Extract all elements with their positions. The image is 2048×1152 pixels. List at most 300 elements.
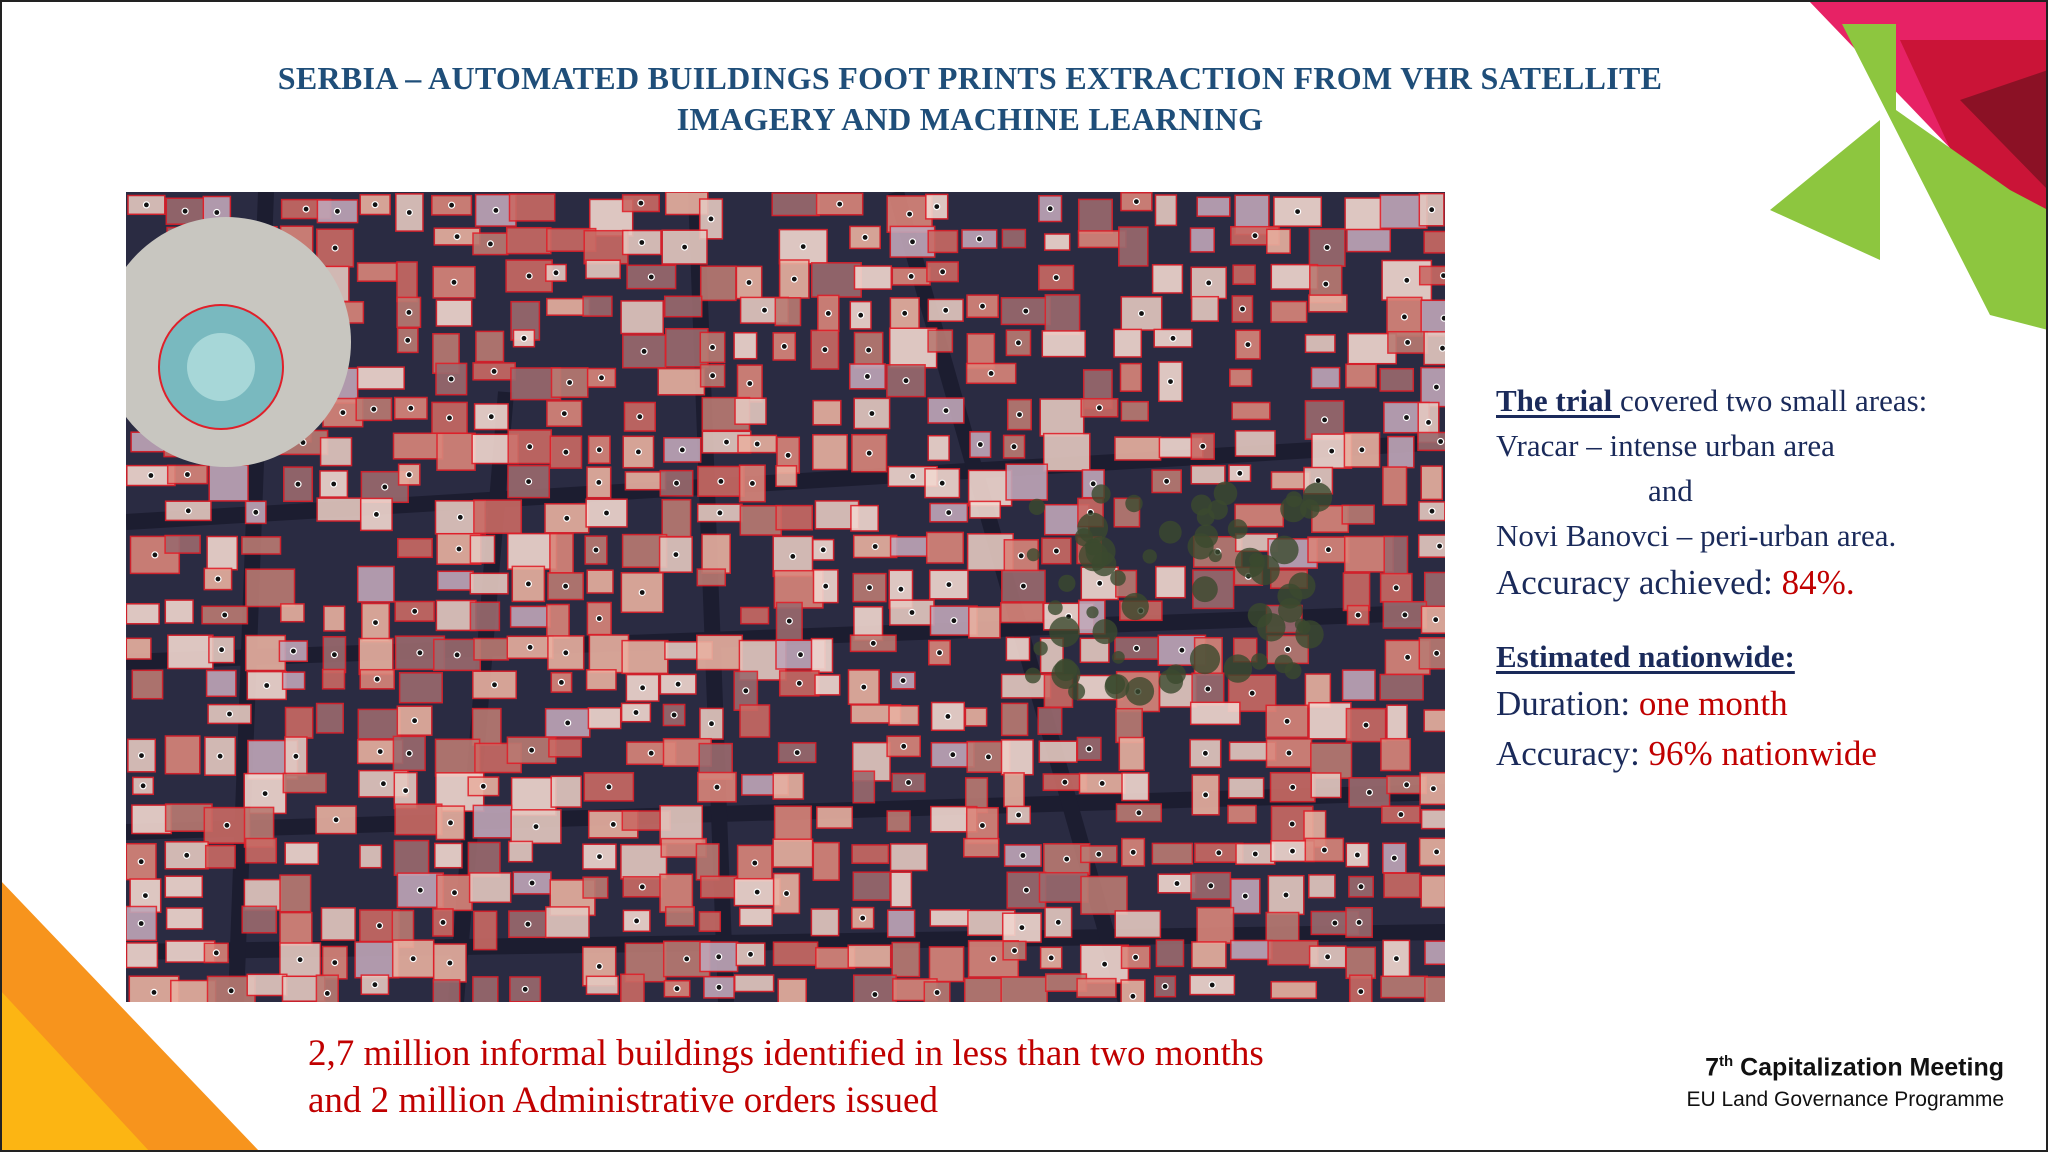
building-marker — [724, 439, 730, 445]
building-marker — [940, 269, 946, 275]
tree-canopy — [1122, 593, 1149, 620]
building-footprint — [964, 839, 999, 857]
tree-canopy — [1086, 537, 1116, 567]
building-marker — [262, 791, 268, 797]
building-footprint — [286, 708, 313, 739]
building-footprint — [1156, 940, 1183, 966]
building-marker — [1290, 784, 1296, 790]
building-footprint — [1424, 710, 1445, 731]
building-marker — [1426, 419, 1432, 425]
building-footprint — [1266, 913, 1299, 941]
and-word: and — [1648, 473, 1693, 508]
building-footprint — [246, 569, 295, 606]
building-footprint — [658, 369, 704, 395]
building-footprint — [285, 843, 318, 864]
building-footprint — [1343, 573, 1369, 610]
building-marker — [492, 682, 498, 688]
building-marker — [1242, 893, 1248, 899]
building-marker — [331, 481, 337, 487]
building-marker — [1130, 993, 1136, 999]
building-marker — [754, 441, 760, 447]
building-marker — [898, 586, 904, 592]
tree-canopy — [1209, 549, 1222, 562]
building-marker — [405, 337, 411, 343]
building-footprint — [888, 910, 915, 937]
tree-canopy — [1286, 491, 1302, 507]
building-marker — [1398, 812, 1404, 818]
building-footprint — [1191, 466, 1225, 484]
tree-canopy — [1289, 572, 1316, 599]
building-marker — [1216, 850, 1222, 856]
building-footprint — [473, 805, 511, 837]
building-marker — [214, 210, 220, 216]
tree-canopy — [1190, 644, 1220, 674]
building-footprint — [1228, 806, 1256, 823]
building-marker — [1018, 553, 1024, 559]
duration-value: one month — [1638, 684, 1788, 723]
building-footprint — [468, 843, 500, 877]
building-footprint — [1346, 947, 1375, 978]
building-footprint — [587, 670, 616, 690]
building-footprint — [1042, 331, 1085, 357]
building-footprint — [772, 193, 819, 215]
tree-canopy — [1251, 653, 1268, 670]
building-marker — [684, 956, 690, 962]
green-arrow-head-shape — [1770, 120, 1880, 260]
building-marker — [148, 473, 154, 479]
building-marker — [1405, 339, 1411, 345]
building-marker — [679, 447, 685, 453]
building-footprint — [625, 472, 665, 490]
building-marker — [406, 210, 412, 216]
building-marker — [1206, 280, 1212, 286]
building-marker — [1205, 686, 1211, 692]
building-marker — [1097, 580, 1103, 586]
building-marker — [1053, 548, 1059, 554]
building-marker — [593, 547, 599, 553]
building-marker — [717, 510, 723, 516]
building-marker — [452, 890, 458, 896]
building-footprint — [621, 974, 644, 1002]
building-marker — [1285, 647, 1291, 653]
building-footprint — [1342, 505, 1374, 524]
cathedral-dome-top — [187, 333, 255, 401]
building-footprint — [928, 436, 949, 461]
building-marker — [633, 710, 639, 716]
building-marker — [1064, 856, 1070, 862]
building-marker — [798, 652, 804, 658]
building-footprint — [812, 639, 833, 673]
building-footprint — [584, 231, 628, 264]
building-marker — [1237, 470, 1243, 476]
building-footprint — [662, 500, 690, 537]
estimated-heading: Estimated nationwide: — [1496, 639, 1795, 674]
building-marker — [487, 241, 493, 247]
building-footprint — [583, 296, 612, 316]
building-marker — [303, 206, 309, 212]
building-footprint — [892, 943, 919, 977]
building-footprint — [887, 811, 910, 831]
building-marker — [1404, 277, 1410, 283]
building-marker — [785, 452, 791, 458]
building-marker — [1012, 948, 1018, 954]
building-marker — [224, 822, 230, 828]
building-marker — [1023, 308, 1029, 314]
building-marker — [1437, 543, 1443, 549]
building-marker — [1441, 315, 1445, 321]
building-marker — [610, 821, 616, 827]
building-marker — [934, 204, 940, 210]
building-marker — [491, 368, 497, 374]
building-marker — [222, 612, 228, 618]
building-footprint — [1191, 228, 1215, 252]
building-marker — [1430, 786, 1436, 792]
building-marker — [596, 963, 602, 969]
building-marker — [596, 616, 602, 622]
building-footprint — [775, 806, 812, 841]
building-footprint — [848, 945, 891, 967]
building-footprint — [1233, 265, 1255, 284]
building-footprint — [1383, 467, 1407, 505]
building-footprint — [1002, 740, 1034, 775]
building-marker — [870, 640, 876, 646]
building-marker — [1283, 892, 1289, 898]
building-marker — [408, 405, 414, 411]
building-marker — [151, 989, 157, 995]
building-footprint — [773, 839, 813, 867]
building-marker — [253, 509, 259, 515]
building-marker — [864, 373, 870, 379]
tree-canopy — [1110, 570, 1126, 586]
building-marker — [1355, 612, 1361, 618]
building-footprint — [697, 569, 725, 586]
building-footprint — [1232, 403, 1270, 420]
building-marker — [1019, 925, 1025, 931]
building-footprint — [1388, 437, 1414, 468]
building-footprint — [126, 638, 151, 659]
building-marker — [1434, 849, 1440, 855]
building-footprint — [813, 435, 847, 470]
building-marker — [448, 376, 454, 382]
building-footprint — [1115, 911, 1160, 938]
building-marker — [1096, 851, 1102, 857]
building-marker — [454, 234, 460, 240]
building-footprint — [507, 228, 551, 254]
building-marker — [297, 957, 303, 963]
building-marker — [1433, 384, 1439, 390]
building-footprint — [394, 841, 428, 876]
building-footprint — [1081, 877, 1127, 915]
building-marker — [1404, 415, 1410, 421]
tree-canopy — [1086, 606, 1098, 618]
building-marker — [526, 273, 532, 279]
building-footprint — [436, 300, 471, 326]
bottom-statement — [308, 1030, 1408, 1124]
building-marker — [372, 202, 378, 208]
building-marker — [674, 480, 680, 486]
building-marker — [1358, 884, 1364, 890]
building-marker — [1290, 848, 1296, 854]
building-marker — [332, 245, 338, 251]
building-footprint — [433, 980, 459, 1002]
building-marker — [820, 547, 826, 553]
building-marker — [227, 711, 233, 717]
building-marker — [869, 411, 875, 417]
building-footprint — [165, 600, 193, 623]
building-marker — [909, 610, 915, 616]
building-footprint — [622, 641, 668, 674]
building-footprint — [1006, 637, 1029, 660]
building-marker — [1055, 919, 1061, 925]
building-marker — [639, 240, 645, 246]
building-marker — [1284, 718, 1290, 724]
building-marker — [525, 921, 531, 927]
building-footprint — [1421, 466, 1442, 499]
building-marker — [794, 750, 800, 756]
building-marker — [979, 823, 985, 829]
ordinal-suffix: th — [1718, 1053, 1734, 1070]
building-marker — [1295, 209, 1301, 215]
building-marker — [976, 236, 982, 242]
building-footprint — [1271, 302, 1307, 323]
building-footprint — [1197, 197, 1230, 216]
building-footprint — [547, 605, 569, 639]
building-marker — [640, 685, 646, 691]
building-footprint — [209, 465, 248, 501]
building-marker — [382, 484, 388, 490]
building-marker — [673, 552, 679, 558]
building-marker — [1133, 954, 1139, 960]
building-marker — [565, 720, 571, 726]
building-footprint — [1191, 702, 1240, 724]
building-footprint — [358, 567, 394, 602]
building-footprint — [1039, 741, 1077, 762]
building-marker — [1249, 690, 1255, 696]
building-marker — [1289, 821, 1295, 827]
building-marker — [377, 749, 383, 755]
building-marker — [456, 546, 462, 552]
building-footprint — [394, 433, 443, 459]
building-footprint — [813, 401, 841, 425]
building-marker — [641, 348, 647, 354]
building-marker — [606, 784, 612, 790]
building-footprint — [740, 908, 773, 926]
building-marker — [1434, 650, 1440, 656]
building-marker — [743, 688, 749, 694]
building-footprint — [1380, 369, 1413, 391]
building-marker — [371, 406, 377, 412]
building-marker — [596, 447, 602, 453]
building-marker — [866, 450, 872, 456]
building-marker — [861, 684, 867, 690]
meeting-name: Capitalization Meeting — [1733, 1053, 2004, 1082]
building-marker — [800, 244, 806, 250]
building-marker — [527, 444, 533, 450]
building-marker — [295, 481, 301, 487]
building-footprint — [701, 876, 737, 897]
building-marker — [1015, 340, 1021, 346]
building-marker — [1329, 448, 1335, 454]
building-footprint — [437, 433, 475, 470]
building-marker — [406, 472, 412, 478]
building-marker — [1023, 887, 1029, 893]
building-marker — [377, 923, 383, 929]
building-footprint — [1006, 464, 1047, 500]
meeting-title — [1687, 1046, 2005, 1083]
building-footprint — [474, 639, 508, 660]
ordinal-number: 7 — [1705, 1053, 1719, 1082]
building-marker — [410, 956, 416, 962]
building-marker — [907, 211, 913, 217]
building-marker — [639, 590, 645, 596]
building-marker — [152, 552, 158, 558]
building-marker — [1139, 311, 1145, 317]
building-marker — [561, 411, 567, 417]
tree-canopy — [1143, 549, 1157, 563]
building-marker — [1203, 792, 1209, 798]
trial-heading: The trial — [1496, 383, 1620, 418]
building-footprint — [1384, 536, 1407, 574]
building-footprint — [969, 607, 1000, 638]
building-footprint — [165, 736, 199, 774]
building-marker — [934, 990, 940, 996]
building-footprint — [853, 771, 874, 803]
building-footprint — [321, 438, 352, 466]
building-marker — [639, 884, 645, 890]
building-footprint — [358, 367, 405, 389]
building-marker — [1168, 379, 1174, 385]
building-footprint — [549, 739, 581, 757]
building-footprint — [476, 331, 504, 361]
building-marker — [674, 986, 680, 992]
building-marker — [567, 380, 573, 386]
building-marker — [1332, 920, 1338, 926]
building-marker — [822, 347, 828, 353]
building-marker — [564, 515, 570, 521]
building-footprint — [1425, 573, 1445, 608]
building-footprint — [395, 804, 442, 834]
building-footprint — [775, 298, 800, 326]
building-marker — [138, 921, 144, 927]
building-footprint — [242, 537, 281, 554]
building-footprint — [1229, 778, 1264, 798]
building-marker — [1011, 444, 1017, 450]
building-footprint — [1422, 810, 1445, 829]
building-footprint — [316, 975, 338, 1002]
building-marker — [943, 307, 949, 313]
building-marker — [331, 652, 337, 658]
building-footprint — [474, 500, 521, 533]
building-marker — [1020, 853, 1026, 859]
building-marker — [872, 992, 878, 998]
building-footprint — [281, 604, 304, 622]
building-marker — [1429, 207, 1435, 213]
building-marker — [553, 270, 559, 276]
building-marker — [217, 753, 223, 759]
building-marker — [332, 960, 338, 966]
building-footprint — [1346, 364, 1376, 387]
duration-label: Duration: — [1496, 684, 1639, 723]
building-marker — [903, 378, 909, 384]
building-marker — [340, 410, 346, 416]
building-footprint — [666, 907, 695, 926]
building-footprint — [317, 704, 344, 733]
building-marker — [786, 618, 792, 624]
building-footprint — [1387, 705, 1407, 740]
building-footprint — [1001, 977, 1047, 1002]
building-marker — [403, 788, 409, 794]
accuracy-achieved — [1496, 558, 2016, 608]
building-marker — [1086, 746, 1092, 752]
building-footprint — [206, 846, 235, 868]
building-footprint — [928, 231, 957, 253]
building-footprint — [1384, 873, 1420, 897]
building-marker — [447, 415, 453, 421]
building-marker — [754, 889, 760, 895]
building-marker — [140, 783, 146, 789]
accuracy-value: 84%. — [1781, 563, 1855, 602]
building-footprint — [735, 975, 774, 992]
building-marker — [1202, 750, 1208, 756]
building-marker — [637, 414, 643, 420]
building-footprint — [551, 776, 581, 807]
building-marker — [521, 335, 527, 341]
building-marker — [143, 202, 149, 208]
building-marker — [1404, 782, 1410, 788]
building-footprint — [702, 534, 730, 573]
building-marker — [1252, 233, 1258, 239]
building-footprint — [283, 773, 326, 792]
building-marker — [1358, 989, 1364, 995]
tree-canopy — [1033, 641, 1047, 655]
building-marker — [412, 608, 418, 614]
building-footprint — [126, 604, 159, 624]
building-marker — [648, 750, 654, 756]
building-marker — [1164, 478, 1170, 484]
building-footprint — [323, 670, 345, 689]
building-marker — [718, 478, 724, 484]
building-marker — [910, 239, 916, 245]
building-marker — [1162, 983, 1168, 989]
title-line-1: SERBIA – AUTOMATED BUILDINGS FOOT PRINTS EXTRACTION FROM VHR SATELLITE — [277, 60, 1663, 96]
building-footprint — [930, 947, 964, 982]
building-marker — [451, 279, 457, 285]
building-footprint — [474, 911, 497, 949]
building-marker — [533, 824, 539, 830]
building-footprint — [283, 672, 305, 689]
building-footprint — [1312, 368, 1340, 389]
tree-canopy — [1159, 669, 1183, 693]
building-marker — [1174, 881, 1180, 887]
building-footprint — [852, 845, 888, 863]
building-footprint — [1311, 773, 1341, 798]
building-marker — [790, 553, 796, 559]
building-marker — [825, 310, 831, 316]
building-footprint — [1079, 199, 1113, 233]
building-footprint — [930, 910, 969, 926]
building-marker — [558, 679, 564, 685]
building-footprint — [1004, 773, 1024, 807]
slide-title — [200, 58, 1740, 140]
building-marker — [1393, 585, 1399, 591]
building-marker — [493, 207, 499, 213]
building-footprint — [358, 709, 400, 739]
building-marker — [710, 373, 716, 379]
area-vracar: Vracar – intense urban area — [1496, 428, 1835, 463]
building-footprint — [696, 844, 718, 880]
building-marker — [373, 511, 379, 517]
building-footprint — [701, 266, 736, 300]
